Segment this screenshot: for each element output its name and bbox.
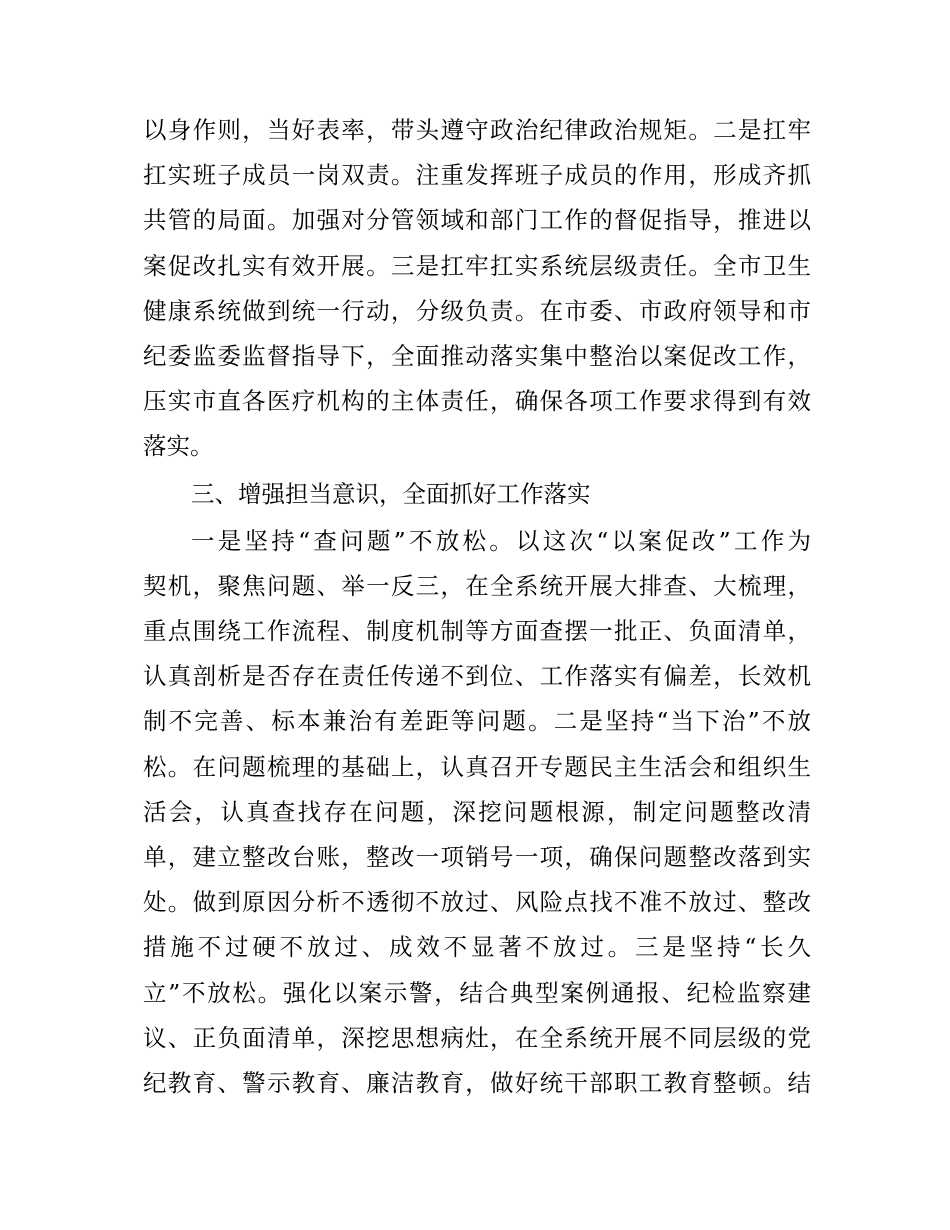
text-line: 议、正负面清单，深挖思想病灶，在全系统开展不同层级的党 [143, 1023, 811, 1052]
paragraph-responsibility [143, 108, 811, 470]
text-line: 认真剖析是否存在责任传递不到位、工作落实有偏差，长效机 [143, 662, 811, 691]
text-line: 落实。 [143, 432, 214, 461]
text-line: 措施不过硬不放过、成效不显著不放过。三是坚持“长久 [143, 933, 811, 962]
text-line: 案促改扎实有效开展。三是扛牢扛实系统层级责任。全市卫生 [143, 251, 811, 280]
text-line: 以身作则，当好表率，带头遵守政治纪律政治规矩。二是扛牢 [143, 116, 811, 144]
text-line: 处。做到原因分析不透彻不放过、风险点找不准不放过、整改 [143, 888, 811, 917]
text-line: 单，建立整改台账，整改一项销号一项，确保问题整改落到实 [143, 843, 811, 871]
text-line: 纪教育、警示教育、廉洁教育，做好统干部职工教育整顿。结 [143, 1068, 811, 1097]
text-line: 重点围绕工作流程、制度机制等方面查摆一批正、负面清单， [143, 617, 811, 646]
text-line: 一是坚持“查问题”不放松。以这次“以案促改”工作为 [191, 526, 811, 555]
text-line: 压实市直各医疗机构的主体责任，确保各项工作要求得到有效 [143, 387, 811, 416]
text-line: 立”不放松。强化以案示警，结合典型案例通报、纪检监察建 [143, 978, 811, 1007]
paragraph-implementation [143, 519, 811, 1106]
document-body [143, 108, 811, 1106]
text-line: 活会，认真查找存在问题，深挖问题根源，制定问题整改清 [143, 797, 811, 826]
text-line: 契机，聚焦问题、举一反三，在全系统开展大排查、大梳理， [143, 571, 811, 600]
text-line: 松。在问题梳理的基础上，认真召开专题民主生活会和组织生 [143, 752, 811, 781]
text-line: 共管的局面。加强对分管领域和部门工作的督促指导，推进以 [143, 206, 811, 235]
text-line: 制不完善、标本兼治有差距等问题。二是坚持“当下治”不放 [143, 707, 811, 736]
section-heading: 三、增强担当意识，全面抓好工作落实 [191, 479, 591, 508]
text-line: 健康系统做到统一行动，分级负责。在市委、市政府领导和市 [143, 296, 811, 325]
text-line: 纪委监委监督指导下，全面推动落实集中整治以案促改工作， [143, 341, 811, 370]
text-line: 扛实班子成员一岗双责。注重发挥班子成员的作用，形成齐抓 [143, 161, 811, 190]
